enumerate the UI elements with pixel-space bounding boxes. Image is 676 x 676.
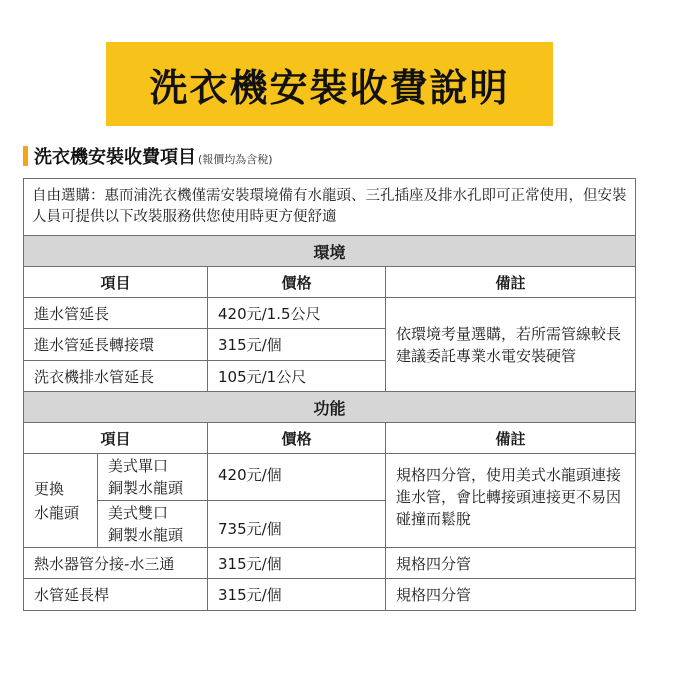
header-remark: 備註: [386, 423, 636, 454]
item-cell: 進水管延長: [24, 298, 208, 329]
table-row: [24, 579, 636, 611]
intro-text: 自由選購：惠而浦洗衣機僅需安裝環境備有水龍頭、三孔插座及排水孔即可正常使用，但安裝人員可提供以下改裝服務供您使用時更方便舒適: [24, 179, 636, 236]
remark-cell: 規格四分管: [386, 548, 636, 579]
item-cell: 熱水器管分接-水三通: [24, 548, 208, 579]
subheading-note: (報價均為含稅): [198, 153, 273, 166]
price-cell: 420元/個: [208, 454, 386, 501]
table-row: [24, 548, 636, 579]
subheading-main: 洗衣機安裝收費項目: [34, 147, 196, 168]
price-cell: 315元/個: [208, 548, 386, 579]
section-row-function: [24, 392, 636, 423]
faucet-item-cell: [98, 454, 208, 501]
item-cell: 洗衣機排水管延長: [24, 361, 208, 392]
group-label-line1: 更換: [34, 479, 65, 498]
table-row: [24, 454, 636, 501]
group-cell-faucet: [24, 454, 98, 548]
section-row-environment: [24, 236, 636, 267]
header-item: 項目: [24, 267, 208, 298]
pricing-table: [23, 178, 636, 611]
banner-title: 洗衣機安裝收費說明: [149, 65, 510, 110]
header-price: 價格: [208, 267, 386, 298]
faucet-line2: 銅製水龍頭: [108, 526, 184, 544]
remark-cell: 依環境考量選購，若所需管線較長建議委託專業水電安裝硬管: [386, 298, 636, 392]
section-title-function: 功能: [24, 392, 636, 423]
faucet-line2: 銅製水龍頭: [108, 479, 184, 497]
faucet-line1: 美式雙口: [108, 504, 169, 522]
remark-cell: 規格四分管，使用美式水龍頭連接進水管，會比轉接頭連接更不易因碰撞而鬆脫: [386, 454, 636, 548]
header-row: [24, 267, 636, 298]
header-price: 價格: [208, 423, 386, 454]
accent-bar: [23, 146, 28, 166]
header-remark: 備註: [386, 267, 636, 298]
remark-cell: 規格四分管: [386, 579, 636, 611]
section-subheading: [23, 144, 273, 168]
group-label-line2: 水龍頭: [34, 503, 80, 522]
intro-row: [24, 179, 636, 236]
item-cell: 水管延長桿: [24, 579, 208, 611]
price-cell: 315元/個: [208, 329, 386, 361]
price-cell: 105元/1公尺: [208, 361, 386, 392]
header-row: [24, 423, 636, 454]
section-title-environment: 環境: [24, 236, 636, 267]
faucet-line1: 美式單口: [108, 457, 169, 475]
title-banner: [106, 42, 553, 126]
price-cell: 315元/個: [208, 579, 386, 611]
table-row: [24, 298, 636, 329]
faucet-item-cell: [98, 501, 208, 548]
header-item: 項目: [24, 423, 208, 454]
price-cell: 420元/1.5公尺: [208, 298, 386, 329]
price-cell: 735元/個: [208, 501, 386, 548]
item-cell: 進水管延長轉接環: [24, 329, 208, 361]
